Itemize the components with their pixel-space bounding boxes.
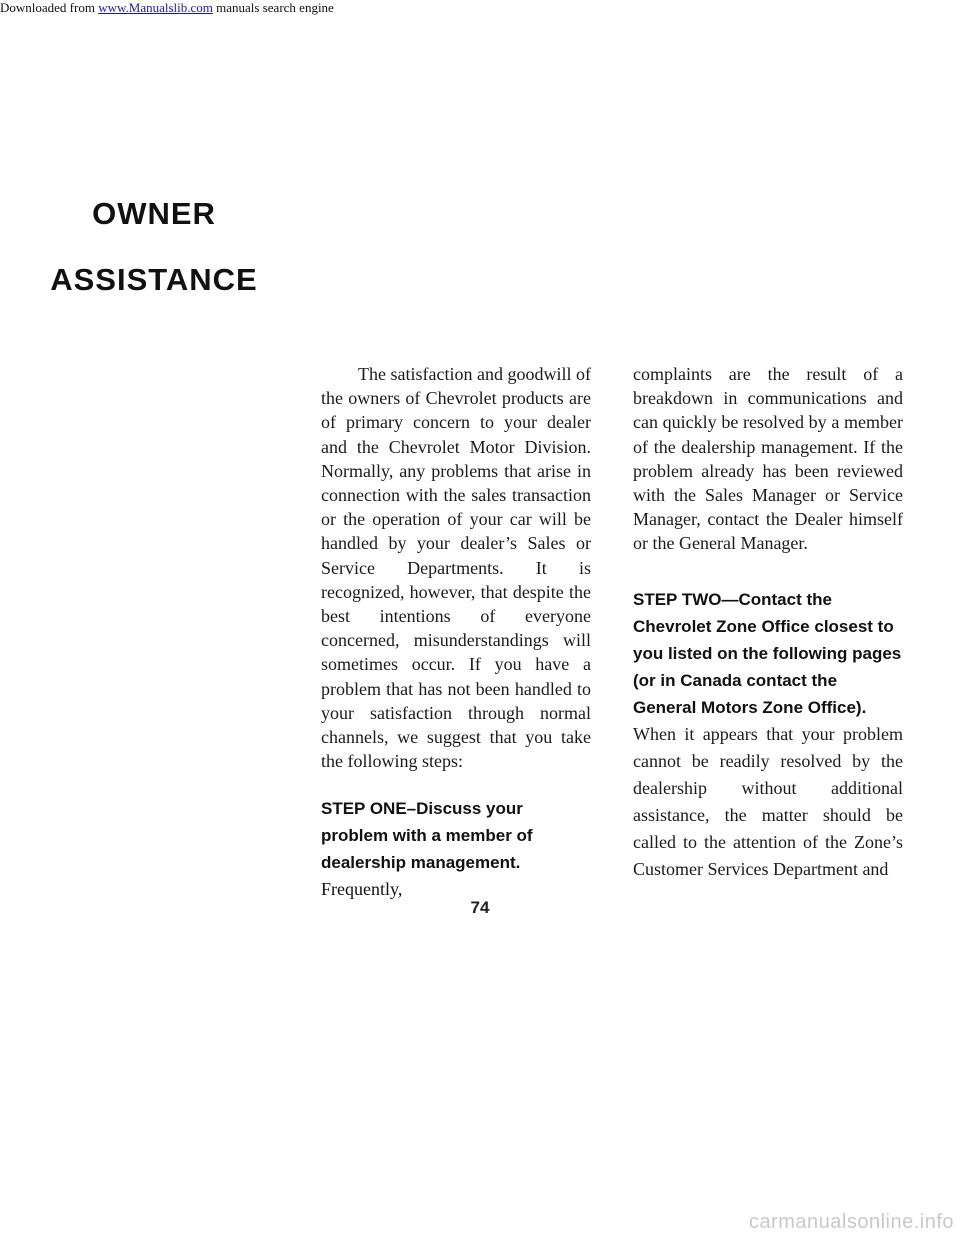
section-title-assistance: ASSISTANCE (50, 262, 258, 297)
right-text-column (633, 362, 903, 883)
step-one-continued: complaints are the result of a breakdown in communications and can quickly be resolved by a member of the dealership management. If the problem already has been reviewed with the Sales Manager or Service Manager, contact the Dealer himself or the General Manager. (633, 364, 903, 554)
left-text-column (321, 362, 591, 903)
step-one-heading: STEP ONE–Discuss your problem with a member of dealership management. (321, 799, 533, 873)
header-prefix: Downloaded from (0, 0, 99, 15)
step-two-heading: STEP TWO—Contact the Chevrolet Zone Office closest to you listed on the following pages (or in Canada contact the General Motors Zone Office). (633, 589, 902, 717)
step-one-text-start: Frequently, (321, 879, 403, 900)
download-header (0, 0, 960, 22)
intro-paragraph: The satisfaction and goodwill of the owners of Chevrolet products are of primary concern to your dealer and the Chevrolet Motor Division. Normally, any problems that arise in connection with the sales transaction or the operation of your car will be handled by your dealer’s Sales or Service Departments. It is recognized, however, that despite the best intentions of everyone concerned, misunderstandings will sometimes occur. If you have a problem that has not been handled to your satisfaction through normal channels, we suggest that you take the following steps: (321, 364, 591, 772)
header-suffix: manuals search engine (212, 0, 334, 15)
section-title-owner: OWNER (92, 196, 216, 231)
page-number: 74 (470, 898, 490, 917)
step-one-paragraph (321, 795, 591, 903)
step-two-text: When it appears that your problem cannot be readily resolved by the dealership without additional assistance, the matter should be called to the attention of the Zone’s Customer Services Department and (633, 723, 903, 879)
site-watermark: carmanualsonline.info (748, 1211, 954, 1233)
manualslib-link[interactable]: www.Manualslib.com (98, 0, 213, 15)
